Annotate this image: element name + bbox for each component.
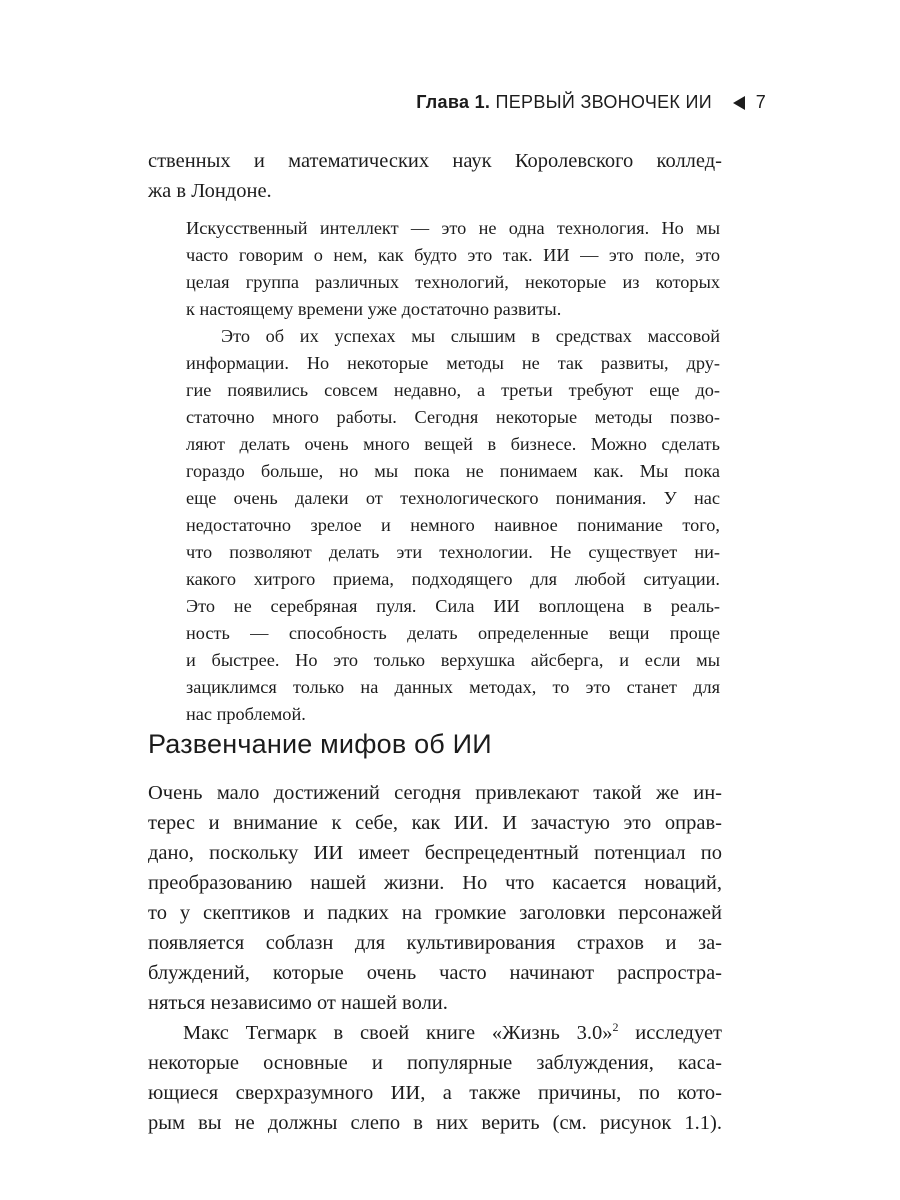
text-line: ственных и математических наук Королевского коллед-: [148, 150, 722, 172]
text-line: блуждений, которые очень часто начинают распростра-: [148, 962, 722, 984]
text-line: то у скептиков и падких на громкие заголовки персонажей: [148, 902, 722, 924]
text-line: преобразованию нашей жизни. Но что касается новаций,: [148, 872, 722, 894]
page-number: 7: [755, 92, 766, 112]
text-line: ляют делать очень много вещей в бизнесе. Можно сделать: [186, 434, 720, 454]
text-line: некоторые основные и популярные заблуждения, каса-: [148, 1052, 722, 1074]
text-line: терес и внимание к себе, как ИИ. И зачастую это оправ-: [148, 812, 722, 834]
text-line: гораздо больше, но мы пока не понимаем как. Мы пока: [186, 461, 720, 481]
text-line: часто говорим о нем, как будто это так. ИИ — это поле, это: [186, 245, 720, 265]
text-line: Это об их успехах мы слышим в средствах массовой: [221, 326, 720, 346]
chapter-title: ПЕРВЫЙ ЗВОНОЧЕК ИИ: [495, 92, 712, 112]
text-line: ющиеся сверхразумного ИИ, а также причины, по кото-: [148, 1082, 722, 1104]
text-line: Очень мало достижений сегодня привлекают такой же ин-: [148, 782, 722, 804]
text-run: исследует: [618, 1022, 722, 1044]
quote-block: [186, 215, 720, 728]
footnote-reference[interactable]: 2: [612, 1020, 619, 1034]
quote-paragraph-1: [186, 215, 720, 323]
text-line: к настоящему времени уже достаточно развиты.: [186, 299, 562, 319]
text-line: какого хитрого приема, подходящего для любой ситуации.: [186, 569, 720, 589]
quote-paragraph-2: [186, 323, 720, 728]
text-line: няться независимо от нашей воли.: [148, 992, 448, 1014]
section-heading: Развенчание мифов об ИИ: [148, 729, 492, 759]
text-line: Это не серебряная пуля. Сила ИИ воплощена в реаль-: [186, 596, 720, 616]
text-line: Искусственный интеллект — это не одна технология. Но мы: [186, 218, 720, 238]
text-line: жа в Лондоне.: [148, 180, 272, 202]
text-line: гие появились совсем недавно, а третьи требуют еще до-: [186, 380, 720, 400]
text-line: дано, поскольку ИИ имеет беспрецедентный потенциал по: [148, 842, 722, 864]
chapter-label: Глава 1.: [416, 92, 491, 112]
text-line: нас проблемой.: [186, 704, 306, 724]
text-line: статочно много работы. Сегодня некоторые методы позво-: [186, 407, 720, 427]
section-body: [148, 778, 722, 1138]
text-run: Макс Тегмарк в своей книге «Жизнь 3.0»: [183, 1022, 613, 1044]
text-line: и быстрее. Но это только верхушка айсберга, и если мы: [186, 650, 720, 670]
text-line: целая группа различных технологий, некоторые из которых: [186, 272, 720, 292]
text-line: зациклимся только на данных методах, то это станет для: [186, 677, 720, 697]
text-line: что позволяют делать эти технологии. Не существует ни-: [186, 542, 720, 562]
text-line: информации. Но некоторые методы не так развиты, дру-: [186, 353, 720, 373]
text-line: недостаточно зрелое и немного наивное понимание того,: [186, 515, 720, 535]
text-line: рым вы не должны слепо в них верить (см. рисунок 1.1).: [148, 1112, 722, 1134]
text-line: еще очень далеки от технологического понимания. У нас: [186, 488, 720, 508]
section-paragraph-2: [148, 1018, 722, 1138]
triangle-left-icon: [733, 96, 745, 110]
intro-paragraph: [148, 146, 722, 206]
text-line: [148, 1018, 722, 1048]
text-line: появляется соблазн для культивирования страхов и за-: [148, 932, 722, 954]
text-line: ность — способность делать определенные вещи проще: [186, 623, 720, 643]
running-header: [416, 92, 766, 113]
section-paragraph-1: [148, 778, 722, 1018]
